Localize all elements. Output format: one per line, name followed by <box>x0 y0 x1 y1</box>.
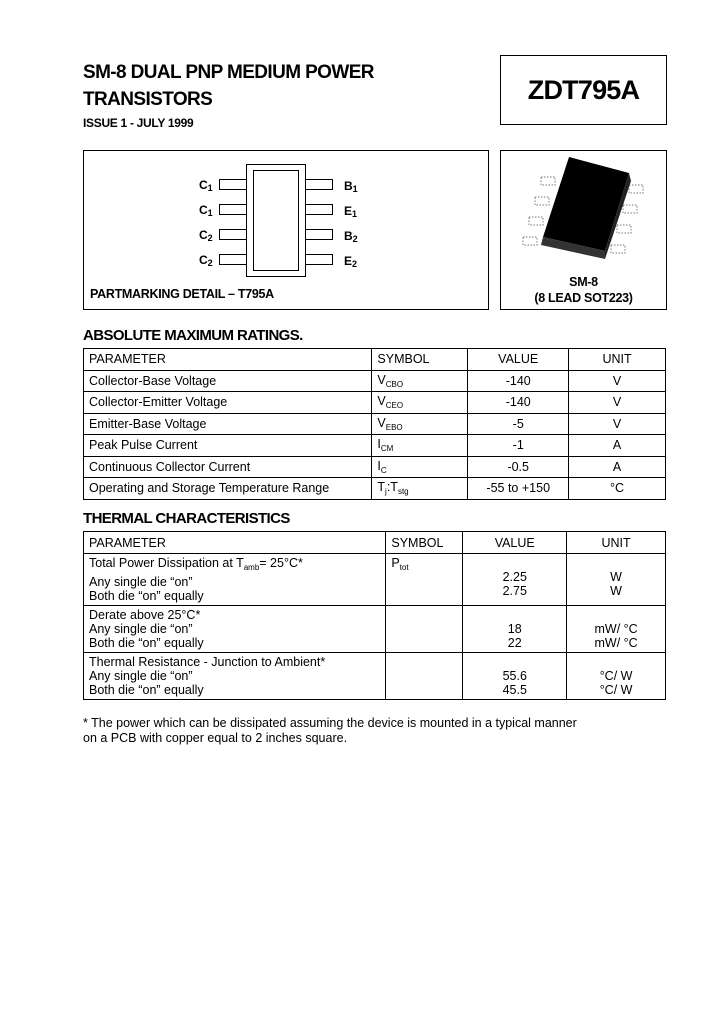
header-symbol: SYMBOL <box>386 532 463 554</box>
row-param: Collector-Emitter Voltage <box>84 392 372 414</box>
table-header-row <box>84 532 666 554</box>
pin-right-1 <box>305 179 333 190</box>
row-param: Operating and Storage Temperature Range <box>84 478 372 500</box>
table-row <box>84 435 666 457</box>
footnote-line-1: * The power which can be dissipated assuming the device is mounted in a typical manner <box>83 716 577 730</box>
pin-label-b2: B2 <box>344 229 358 244</box>
title-line-2: TRANSISTORS <box>83 89 213 110</box>
row-value: -140 <box>468 370 569 392</box>
row-value: -55 to +150 <box>468 478 569 500</box>
row-unit: mW/ °C mW/ °C <box>567 606 666 653</box>
pin-label-c1a: C1 <box>199 178 213 193</box>
row-value: 18 22 <box>463 606 567 653</box>
pin-label-e2: E2 <box>344 254 358 269</box>
row-value: -0.5 <box>468 456 569 478</box>
row-unit: V <box>569 392 666 414</box>
package-drawing <box>501 151 666 281</box>
row-value: -1 <box>468 435 569 457</box>
row-symbol: $I_{CM}$ <box>372 435 468 457</box>
abs-max-table <box>83 348 666 500</box>
package-desc: (8 LEAD SOT223) <box>534 291 633 305</box>
row-param: Peak Pulse Current <box>84 435 372 457</box>
part-number-box: ZDT795A <box>500 55 667 125</box>
row-param: Continuous Collector Current <box>84 456 372 478</box>
table-row <box>84 413 666 435</box>
pin-label-e1: E1 <box>344 204 358 219</box>
row-symbol: $V_{CBO}$ <box>372 370 468 392</box>
title-line-1: SM-8 DUAL PNP MEDIUM POWER <box>83 62 374 83</box>
row-value: -140 <box>468 392 569 414</box>
header-parameter: PARAMETER <box>84 532 386 554</box>
issue-date: ISSUE 1 - JULY 1999 <box>83 116 194 130</box>
row-unit: V <box>569 370 666 392</box>
table-row <box>84 606 666 653</box>
pin-right-4 <box>305 254 333 265</box>
pin-right-2 <box>305 204 333 215</box>
thermal-title: THERMAL CHARACTERISTICS <box>83 510 290 527</box>
thermal-table <box>83 531 666 700</box>
table-header-row <box>84 349 666 371</box>
row-value: 55.6 45.5 <box>463 653 567 700</box>
row-param: Derate above 25°C* Any single die “on” Both die “on” equally <box>84 606 386 653</box>
row-unit: A <box>569 435 666 457</box>
pin-left-1 <box>219 179 247 190</box>
table-row <box>84 456 666 478</box>
ic-body-inner <box>253 170 299 271</box>
table-row <box>84 554 666 606</box>
row-unit: V <box>569 413 666 435</box>
package-name: SM-8 <box>569 275 598 289</box>
row-param: Thermal Resistance - Junction to Ambient* Any single die “on” Both die “on” equally <box>84 653 386 700</box>
row-unit: W W <box>567 554 666 606</box>
row-symbol <box>386 653 463 700</box>
pin-label-c2b: C2 <box>199 253 213 268</box>
pin-left-4 <box>219 254 247 265</box>
pinout-box <box>83 150 489 310</box>
pin-label-c2a: C2 <box>199 228 213 243</box>
row-symbol: $V_{CEO}$ <box>372 392 468 414</box>
row-symbol: $V_{EBO}$ <box>372 413 468 435</box>
table-row <box>84 370 666 392</box>
package-box <box>500 150 667 310</box>
row-param: Collector-Base Voltage <box>84 370 372 392</box>
header-unit: UNIT <box>569 349 666 371</box>
row-value: -5 <box>468 413 569 435</box>
table-row <box>84 392 666 414</box>
header-value: VALUE <box>468 349 569 371</box>
pin-right-3 <box>305 229 333 240</box>
partmarking-detail: PARTMARKING DETAIL – T795A <box>90 287 274 301</box>
header-value: VALUE <box>463 532 567 554</box>
row-unit: °C/ W °C/ W <box>567 653 666 700</box>
row-symbol <box>386 606 463 653</box>
row-unit: °C <box>569 478 666 500</box>
pin-label-c1b: C1 <box>199 203 213 218</box>
header-symbol: SYMBOL <box>372 349 468 371</box>
table-row <box>84 478 666 500</box>
row-symbol: $T_j:T_{stg}$ <box>372 478 468 500</box>
row-param: Emitter-Base Voltage <box>84 413 372 435</box>
abs-max-title: ABSOLUTE MAXIMUM RATINGS. <box>83 327 303 344</box>
header-unit: UNIT <box>567 532 666 554</box>
row-unit: A <box>569 456 666 478</box>
pin-left-2 <box>219 204 247 215</box>
header-parameter: PARAMETER <box>84 349 372 371</box>
table-row <box>84 653 666 700</box>
package-body-top <box>543 157 629 251</box>
pin-left-3 <box>219 229 247 240</box>
pin-label-b1: B1 <box>344 179 358 194</box>
row-param: Total Power Dissipation at $T_{amb}= 25^\circ C*$ Any single die “on” Both die “on” equally <box>84 554 386 606</box>
row-value: 2.25 2.75 <box>463 554 567 606</box>
ic-body <box>246 164 306 277</box>
row-symbol: $I_C$ <box>372 456 468 478</box>
footnote-line-2: on a PCB with copper equal to 2 inches square. <box>83 731 348 745</box>
row-symbol: $P_{tot}$ <box>386 554 463 606</box>
